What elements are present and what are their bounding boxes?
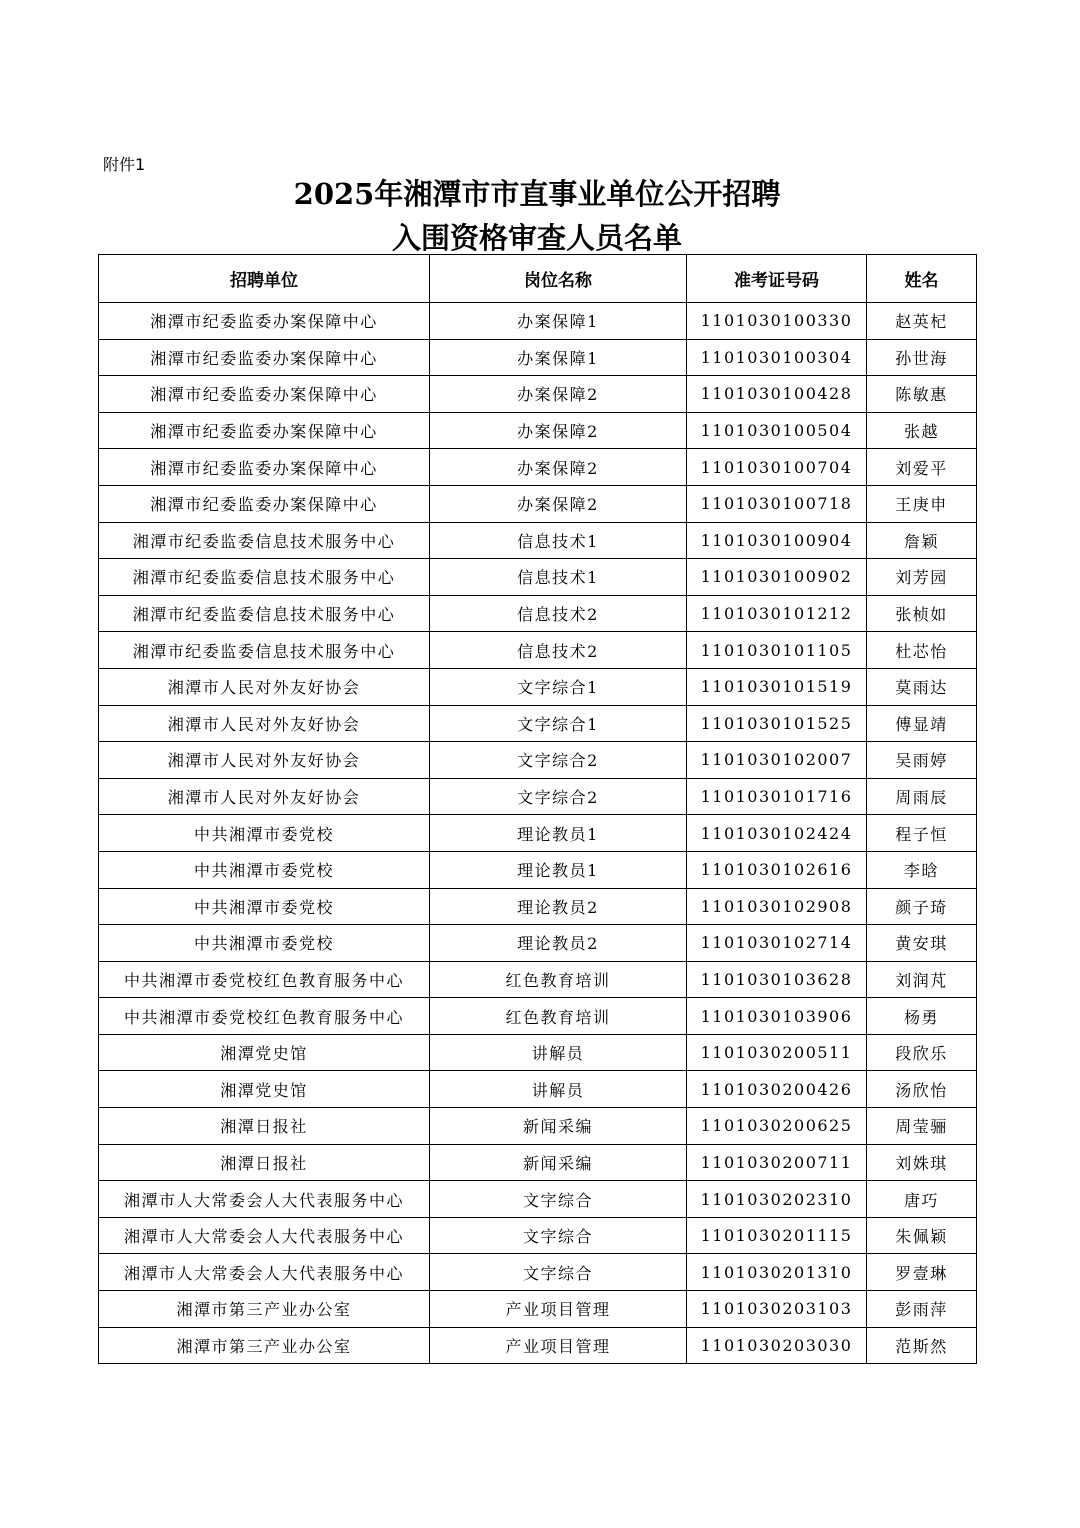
cell-name: 杜芯怡 xyxy=(867,632,977,669)
cell-unit: 湘潭市纪委监委办案保障中心 xyxy=(99,485,430,522)
cell-exam-number: 1101030100428 xyxy=(687,376,867,413)
cell-unit: 湘潭市纪委监委信息技术服务中心 xyxy=(99,632,430,669)
header-exam-number: 准考证号码 xyxy=(687,255,867,303)
cell-unit: 湘潭市人民对外友好协会 xyxy=(99,705,430,742)
cell-exam-number: 1101030100304 xyxy=(687,339,867,376)
cell-exam-number: 1101030103628 xyxy=(687,961,867,998)
cell-position: 文字综合 xyxy=(430,1181,687,1218)
cell-exam-number: 1101030102007 xyxy=(687,742,867,779)
table-row xyxy=(99,1217,977,1254)
cell-unit: 湘潭市人大常委会人大代表服务中心 xyxy=(99,1181,430,1218)
table-row xyxy=(99,632,977,669)
cell-exam-number: 1101030101105 xyxy=(687,632,867,669)
cell-position: 文字综合1 xyxy=(430,668,687,705)
cell-position: 理论教员1 xyxy=(430,851,687,888)
attachment-label: 附件1 xyxy=(103,155,146,174)
cell-name: 赵英杞 xyxy=(867,303,977,340)
table-row xyxy=(99,1254,977,1291)
cell-name: 朱佩颖 xyxy=(867,1217,977,1254)
cell-unit: 湘潭日报社 xyxy=(99,1144,430,1181)
table-row xyxy=(99,1181,977,1218)
cell-exam-number: 1101030200511 xyxy=(687,1034,867,1071)
cell-position: 新闻采编 xyxy=(430,1144,687,1181)
cell-exam-number: 1101030100904 xyxy=(687,522,867,559)
cell-position: 信息技术1 xyxy=(430,559,687,596)
cell-name: 陈敏惠 xyxy=(867,376,977,413)
cell-exam-number: 1101030102714 xyxy=(687,925,867,962)
cell-name: 汤欣怡 xyxy=(867,1071,977,1108)
cell-position: 新闻采编 xyxy=(430,1108,687,1145)
cell-exam-number: 1101030101525 xyxy=(687,705,867,742)
cell-position: 办案保障1 xyxy=(430,303,687,340)
cell-exam-number: 1101030100704 xyxy=(687,449,867,486)
candidate-table xyxy=(98,254,977,1364)
cell-unit: 中共湘潭市委党校红色教育服务中心 xyxy=(99,961,430,998)
cell-name: 杨勇 xyxy=(867,998,977,1035)
cell-unit: 湘潭市第三产业办公室 xyxy=(99,1291,430,1328)
cell-position: 理论教员2 xyxy=(430,888,687,925)
cell-unit: 湘潭市纪委监委办案保障中心 xyxy=(99,339,430,376)
cell-position: 信息技术2 xyxy=(430,595,687,632)
cell-position: 文字综合 xyxy=(430,1254,687,1291)
cell-name: 孙世海 xyxy=(867,339,977,376)
cell-position: 文字综合2 xyxy=(430,778,687,815)
cell-unit: 湘潭市人大常委会人大代表服务中心 xyxy=(99,1254,430,1291)
cell-unit: 中共湘潭市委党校 xyxy=(99,815,430,852)
cell-unit: 湘潭党史馆 xyxy=(99,1071,430,1108)
cell-exam-number: 1101030201310 xyxy=(687,1254,867,1291)
cell-exam-number: 1101030101212 xyxy=(687,595,867,632)
table-body xyxy=(99,303,977,1364)
cell-position: 产业项目管理 xyxy=(430,1327,687,1364)
cell-exam-number: 1101030103906 xyxy=(687,998,867,1035)
cell-position: 文字综合2 xyxy=(430,742,687,779)
page-title-line1: 2025年湘潭市市直事业单位公开招聘 xyxy=(293,177,781,211)
cell-position: 信息技术2 xyxy=(430,632,687,669)
header-name: 姓名 xyxy=(867,255,977,303)
cell-name: 程子恒 xyxy=(867,815,977,852)
cell-exam-number: 1101030102424 xyxy=(687,815,867,852)
cell-name: 傅显靖 xyxy=(867,705,977,742)
cell-unit: 湘潭市纪委监委办案保障中心 xyxy=(99,449,430,486)
table-row xyxy=(99,705,977,742)
cell-exam-number: 1101030201115 xyxy=(687,1217,867,1254)
cell-position: 文字综合 xyxy=(430,1217,687,1254)
cell-name: 刘姝琪 xyxy=(867,1144,977,1181)
cell-name: 彭雨萍 xyxy=(867,1291,977,1328)
cell-unit: 湘潭市第三产业办公室 xyxy=(99,1327,430,1364)
cell-name: 詹颖 xyxy=(867,522,977,559)
table-header-row xyxy=(99,255,977,303)
cell-name: 吴雨婷 xyxy=(867,742,977,779)
cell-name: 周雨辰 xyxy=(867,778,977,815)
cell-name: 王庚申 xyxy=(867,485,977,522)
cell-exam-number: 1101030101519 xyxy=(687,668,867,705)
cell-exam-number: 1101030100902 xyxy=(687,559,867,596)
cell-exam-number: 1101030102616 xyxy=(687,851,867,888)
table-row xyxy=(99,888,977,925)
cell-position: 理论教员2 xyxy=(430,925,687,962)
cell-position: 办案保障2 xyxy=(430,485,687,522)
table-row xyxy=(99,522,977,559)
cell-unit: 湘潭市纪委监委办案保障中心 xyxy=(99,376,430,413)
cell-name: 张桢如 xyxy=(867,595,977,632)
table-row xyxy=(99,1071,977,1108)
cell-position: 产业项目管理 xyxy=(430,1291,687,1328)
cell-name: 刘爱平 xyxy=(867,449,977,486)
cell-exam-number: 1101030202310 xyxy=(687,1181,867,1218)
cell-unit: 湘潭市人民对外友好协会 xyxy=(99,778,430,815)
cell-unit: 湘潭市纪委监委办案保障中心 xyxy=(99,412,430,449)
cell-unit: 中共湘潭市委党校 xyxy=(99,888,430,925)
table-row xyxy=(99,1144,977,1181)
table-row xyxy=(99,449,977,486)
cell-unit: 湘潭市人民对外友好协会 xyxy=(99,742,430,779)
cell-exam-number: 1101030203103 xyxy=(687,1291,867,1328)
cell-name: 范斯然 xyxy=(867,1327,977,1364)
table-row xyxy=(99,668,977,705)
cell-unit: 湘潭市人民对外友好协会 xyxy=(99,668,430,705)
cell-exam-number: 1101030102908 xyxy=(687,888,867,925)
cell-name: 刘润芃 xyxy=(867,961,977,998)
cell-unit: 湘潭市纪委监委信息技术服务中心 xyxy=(99,595,430,632)
cell-position: 讲解员 xyxy=(430,1034,687,1071)
cell-name: 唐巧 xyxy=(867,1181,977,1218)
table-row xyxy=(99,815,977,852)
cell-exam-number: 1101030203030 xyxy=(687,1327,867,1364)
table-row xyxy=(99,303,977,340)
cell-exam-number: 1101030100504 xyxy=(687,412,867,449)
cell-exam-number: 1101030200426 xyxy=(687,1071,867,1108)
cell-unit: 湘潭日报社 xyxy=(99,1108,430,1145)
cell-position: 办案保障2 xyxy=(430,376,687,413)
cell-position: 办案保障2 xyxy=(430,412,687,449)
header-position: 岗位名称 xyxy=(430,255,687,303)
table-row xyxy=(99,376,977,413)
cell-name: 李晗 xyxy=(867,851,977,888)
table-row xyxy=(99,778,977,815)
table-row xyxy=(99,851,977,888)
page-title-line2: 入围资格审查人员名单 xyxy=(391,221,682,255)
cell-position: 讲解员 xyxy=(430,1071,687,1108)
table-row xyxy=(99,1327,977,1364)
cell-name: 莫雨达 xyxy=(867,668,977,705)
cell-unit: 湘潭党史馆 xyxy=(99,1034,430,1071)
header-unit: 招聘单位 xyxy=(99,255,430,303)
cell-position: 信息技术1 xyxy=(430,522,687,559)
table-row xyxy=(99,559,977,596)
cell-unit: 中共湘潭市委党校红色教育服务中心 xyxy=(99,998,430,1035)
cell-exam-number: 1101030101716 xyxy=(687,778,867,815)
cell-unit: 湘潭市人大常委会人大代表服务中心 xyxy=(99,1217,430,1254)
table-row xyxy=(99,1291,977,1328)
cell-position: 红色教育培训 xyxy=(430,961,687,998)
cell-exam-number: 1101030100718 xyxy=(687,485,867,522)
cell-name: 张越 xyxy=(867,412,977,449)
cell-unit: 湘潭市纪委监委办案保障中心 xyxy=(99,303,430,340)
table-row xyxy=(99,742,977,779)
table-row xyxy=(99,412,977,449)
table-row xyxy=(99,925,977,962)
cell-exam-number: 1101030100330 xyxy=(687,303,867,340)
cell-position: 红色教育培训 xyxy=(430,998,687,1035)
table-row xyxy=(99,485,977,522)
cell-name: 罗壹琳 xyxy=(867,1254,977,1291)
table-row xyxy=(99,1034,977,1071)
cell-position: 办案保障2 xyxy=(430,449,687,486)
cell-exam-number: 1101030200625 xyxy=(687,1108,867,1145)
table-row xyxy=(99,339,977,376)
cell-unit: 中共湘潭市委党校 xyxy=(99,851,430,888)
cell-unit: 湘潭市纪委监委信息技术服务中心 xyxy=(99,522,430,559)
cell-position: 文字综合1 xyxy=(430,705,687,742)
cell-name: 刘芳园 xyxy=(867,559,977,596)
cell-name: 黄安琪 xyxy=(867,925,977,962)
table-row xyxy=(99,595,977,632)
table-row xyxy=(99,1108,977,1145)
cell-position: 办案保障1 xyxy=(430,339,687,376)
cell-unit: 湘潭市纪委监委信息技术服务中心 xyxy=(99,559,430,596)
cell-name: 周莹骊 xyxy=(867,1108,977,1145)
cell-unit: 中共湘潭市委党校 xyxy=(99,925,430,962)
cell-exam-number: 1101030200711 xyxy=(687,1144,867,1181)
cell-name: 颜子琦 xyxy=(867,888,977,925)
table-row xyxy=(99,961,977,998)
table-row xyxy=(99,998,977,1035)
cell-name: 段欣乐 xyxy=(867,1034,977,1071)
cell-position: 理论教员1 xyxy=(430,815,687,852)
